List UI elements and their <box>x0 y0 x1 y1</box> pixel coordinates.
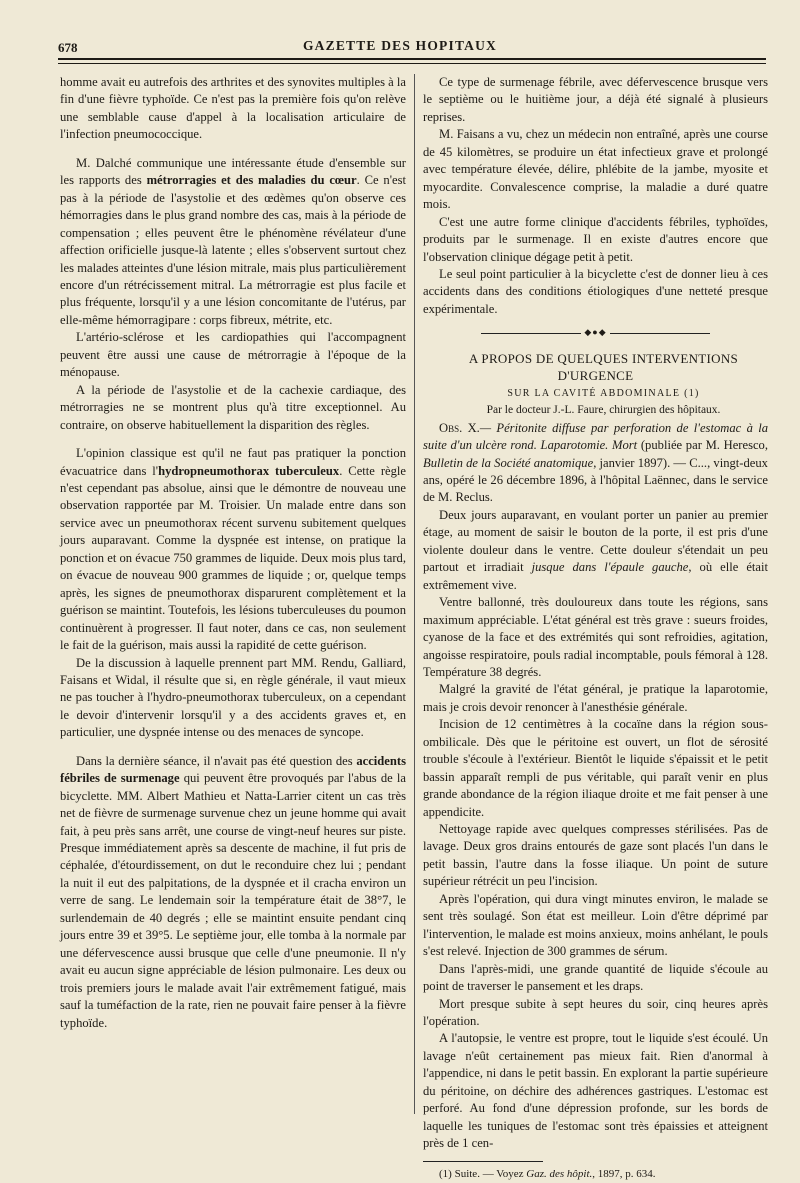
article-title: A PROPOS DE QUELQUES INTERVENTIONS D'URGENCE <box>468 350 739 384</box>
paragraph: C'est une autre forme clinique d'accidents fébriles, typhoïdes, produits par le surmenage. Il en existe d'autres encore que l'observation clinique dégage petit à petit. <box>423 214 768 264</box>
paragraph: Dans la dernière séance, il n'avait pas été question des accidents fébriles de surmenage qui peuvent être provoqués par l'abus de la bicyclette. MM. Albert Mathieu et Natta-Larrier citent un cas très net de fièvre de surmenage survenue chez un jeune homme qui avait fait, à peu près sans arrêt, une course de vingt-neuf heures sur piste. Presque immédiatement après sa descente de machine, il fut pris de céphalée, d'étourdissement, on dut le reconduire chez lui ; pendant la nuit il eut des palpitations, de la dyspnée et il cracha environ un verre de sang. Le lendemain soir la température était de 38°7, le surlendemain de 40 degrés ; elle se maintint ensuite pendant cinq jours entre 39 et 39°5. Le septième jour, elle tomba à la normale par une défervescence aussi brusque que celle d'une pneumonie. Il n'y avait eu aucun signe appréciable de lésion pulmonaire. Les deux ou trois premiers jours le malade avait l'air extrêmement fatigué, mais sauf la tuméfaction de la rate, rien ne pouvait faire penser à la fièvre typhoïde. <box>60 753 406 1030</box>
paragraph: Dans l'après-midi, une grande quantité de liquide s'écoule au point de traverser le pansement et les draps. <box>423 961 768 994</box>
section-ornament: ◆●◆ <box>423 324 768 341</box>
paragraph: M. Faisans a vu, chez un médecin non entraîné, après une course de 45 kilomètres, se produire un état infectieux grave et prolongé avec température élevée, délire, phlébite de la jambe, myosite et myocardite. Convalescence comprise, la maladie a duré quatre mois. <box>423 127 768 212</box>
right-column <box>423 74 768 1183</box>
footnote: (1) Suite. — Voyez Gaz. des hôpit., 1897, p. 634. <box>439 1167 656 1180</box>
header-rule-thick <box>58 58 766 60</box>
paragraph: homme avait eu autrefois des arthrites et des synovites multiples à la fin d'une fièvre typhoïde. Ce n'est pas la première fois qu'on relève une semblable cause d'appel à la localisation articulaire de l'infection pneumococcique. <box>60 75 406 142</box>
paragraph: Mort presque subite à sept heures du soir, cinq heures après l'opération. <box>423 996 768 1029</box>
paragraph: Après l'opération, qui dura vingt minutes environ, le malade se sent très soulagé. Son état est meilleur. Loin d'être déprimé par l'intervention, le malade est moins anxieux, moins anhélant, le pouls s'est relevé. Injection de 300 grammes de sérum. <box>423 891 768 959</box>
paragraph: M. Dalché communique une intéressante étude d'ensemble sur les rapports des métrorragies et des maladies du cœur. Ce n'est pas à la période de l'asystolie et des œdèmes qu'on observe ces hémorragies dans le plus grand nombre des cas, mais à la période de compensation ; elles peuvent être le phénomène révélateur d'une affection orificielle jusque-là latente ; elles s'observent surtout chez les malades atteintes d'une lésion mitrale, mais plus particulièrement encore d'un rétrécissement mitral. La métrorragie est plus facile et plus fréquente, lorsqu'il y a une lésion concomitante de l'utérus, par elle-même hémorragipare : corps fibreux, métrite, etc. <box>60 155 406 327</box>
paragraph: Malgré la gravité de l'état général, je pratique la laparotomie, mais je crois devoir renoncer à l'anesthésie générale. <box>423 682 768 714</box>
article-subtitle: SUR LA CAVITÉ ABDOMINALE (1) <box>507 387 700 399</box>
paragraph: Nettoyage rapide avec quelques compresses stérilisées. Pas de lavage. Deux gros drains entourés de gaze sont placés l'un dans le petit bassin, l'autre dans la fosse iliaque. Un point de suture supérieur rétrécit un peu l'incision. <box>423 822 768 889</box>
paragraph: L'artério-sclérose et les cardiopathies qui l'accompagnent peuvent être aussi une cause de métrorragie à l'époque de la ménopause. <box>60 330 406 380</box>
paragraph: L'opinion classique est qu'il ne faut pas pratiquer la ponction évacuatrice dans l'hydropneumothorax tuberculeux. Cette règle n'est cependant pas absolue, ainsi que le démontre de nouveau une observation rapportée par M. Troisier. Un malade entre dans son service avec un pneumothorax récent survenu subitement quelques jours auparavant. Comme la dyspnée est intense, on pratique la ponction et on évacue 750 grammes de liquide. Deux mois plus tard, on évacue de nouveau 900 grammes de liquide ; or, quelque temps après, les signes de pneumothorax disparurent complètement et la guérison se maintint. Toutefois, les lésions tuberculeuses du poumon continuèrent à progresser. Il faut noter, dans ce cas, non seulement le fait de la guérison, mais aussi la rapidité de cette guérison. <box>60 446 406 653</box>
paragraph: Ce type de surmenage fébrile, avec défervescence brusque vers le septième ou le huitième jour, a déjà été signalé à plusieurs reprises. <box>423 75 768 124</box>
header-rule-thin <box>58 63 766 64</box>
page-number: 678 <box>58 40 78 55</box>
paragraph: Le seul point particulier à la bicyclette c'est de donner lieu à ces accidents dans des conditions étiologiques d'une netteté presque expérimentale. <box>423 266 768 316</box>
article-author: Par le docteur J.-L. Faure, chirurgien des hôpitaux. <box>486 404 721 417</box>
running-title: GAZETTE DES HOPITAUX <box>302 38 498 53</box>
paragraph: Ventre ballonné, très douloureux dans toute les régions, sans maximum appréciable. L'état général est très grave : sueurs froides, cyanose de la face et des extrémités qui sont refroidies, agitation, angoisse respiratoire, pouls radial incomptable, pouls fémoral à 128. Température 38 degrés. <box>423 595 768 679</box>
paragraph: Incision de 12 centimètres à la cocaïne dans la région sous-ombilicale. Dès que le péritoine est ouvert, un flot de sérosité trouble s'écoule à l'extérieur. Bientôt le liquide s'épaissit et le petit bassin apparaît rempli de pus véritable, qui paraît venir en plus grande abondance de la région iliaque droite et me fait penser à une appendicite. <box>423 717 768 819</box>
footnote-rule <box>423 1161 543 1162</box>
paragraph: De la discussion à laquelle prennent part MM. Rendu, Galliard, Faisans et Widal, il résulte que si, en règle générale, il vaut mieux ne pas toucher à l'hydro-pneumothorax tuberculeux, on a cependant le devoir d'intervenir lorsqu'il y a des accidents graves et, en particulier, une dyspnée intense ou des menaces de syncope. <box>60 655 406 740</box>
column-divider <box>414 74 415 1114</box>
observation-heading: Obs. X.— Péritonite diffuse par perforation de l'estomac à la suite d'un ulcère rond. Laparotomie. Mort (publiée par M. Heresco, Bulletin de la Société anatomique, janvier 1897). — C..., vingt-deux ans, opéré le 26 décembre 1896, à l'hôpital Laënnec, dans le service de M. Reclus. <box>423 420 768 505</box>
left-column <box>60 74 406 1032</box>
paragraph: A l'autopsie, le ventre est propre, tout le liquide s'est écoulé. Un lavage n'eût certainement pas mieux fait. Rien d'anormal à l'appendice, ni dans le petit bassin. En explorant la partie supérieure du péritoine, on déchire des adhérences gastriques. L'estomac est perforé. Au fond d'une dépression profonde, sur les bords de laquelle les tuniques de l'estomac sont très épaissies et atteignent près de 1 cen- <box>423 1031 768 1151</box>
paragraph: Deux jours auparavant, en voulant porter un panier au premier étage, au moment de saisir le bouton de la porte, il est pris d'une violente douleur dans le ventre. Cette douleur s'étendait un peu partout et irradiait jusque dans l'épaule gauche, où elle était extrêmement vive. <box>423 507 768 592</box>
paragraph: A la période de l'asystolie et de la cachexie cardiaque, des métrorragies ne se montrent plus qu'à titre exceptionnel. Au contraire, on observe habituellement la disparition des règles. <box>60 382 406 432</box>
